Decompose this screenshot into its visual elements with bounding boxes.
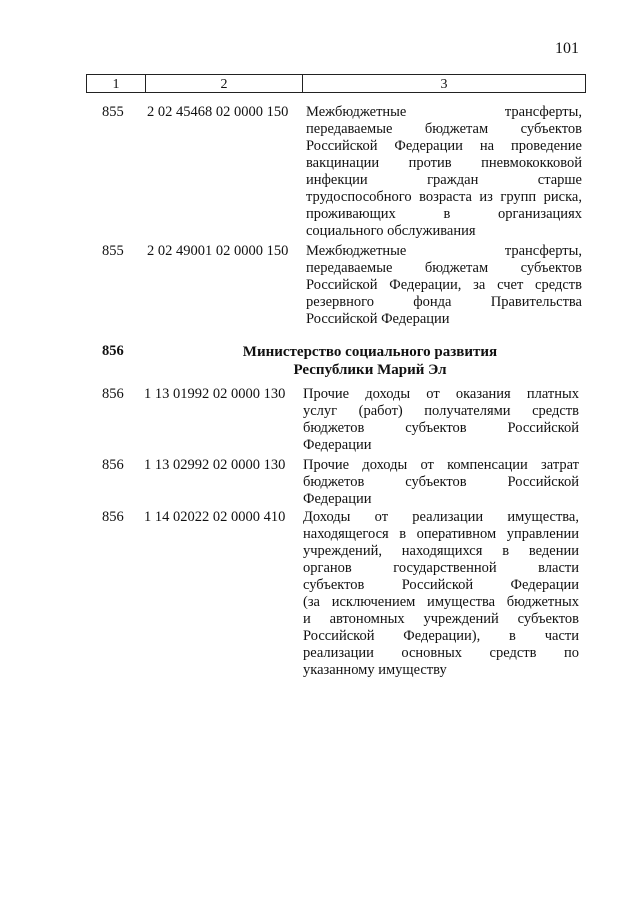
revenue-name-line: бюджетов субъектов Российской <box>303 474 579 490</box>
revenue-name-line: передаваемые бюджетам субъектов <box>306 121 582 137</box>
column-header-1: 1 <box>87 75 146 92</box>
revenue-name-line: указанному имуществу <box>303 662 447 678</box>
admin-code: 855 <box>102 243 124 259</box>
revenue-name-line: услуг (работ) получателями средств <box>303 403 579 419</box>
revenue-name-line: Прочие доходы от компенсации затрат <box>303 457 579 473</box>
section-title-line: Министерство социального развития <box>242 344 498 360</box>
revenue-name-line: Российской Федерации, за счет средств <box>306 277 582 293</box>
admin-code: 856 <box>102 509 124 525</box>
page-number: 101 <box>555 40 579 57</box>
revenue-name-line: вакцинации против пневмококковой <box>306 155 582 171</box>
revenue-name <box>303 457 579 508</box>
revenue-name-line: учреждений, находящихся в ведении <box>303 543 579 559</box>
column-header-2: 2 <box>146 75 303 92</box>
section-title <box>200 343 540 379</box>
revenue-name-line: (за исключением имущества бюджетных <box>303 594 579 610</box>
revenue-code: 1 14 02022 02 0000 410 <box>144 509 286 525</box>
revenue-name-line: бюджетов субъектов Российской <box>303 420 579 436</box>
section-title-line: Республики Марий Эл <box>293 362 447 378</box>
revenue-name-line: Межбюджетные трансферты, <box>306 104 582 120</box>
revenue-name-line: Прочие доходы от оказания платных <box>303 386 579 402</box>
revenue-code: 2 02 45468 02 0000 150 <box>147 104 289 120</box>
revenue-name-line: проживающих в организациях <box>306 206 582 222</box>
revenue-name-line: реализации основных средств по <box>303 645 579 661</box>
revenue-name-line: трудоспособного возраста из групп риска, <box>306 189 582 205</box>
revenue-code: 2 02 49001 02 0000 150 <box>147 243 289 259</box>
revenue-name-line: субъектов Российской Федерации <box>303 577 579 593</box>
revenue-name-line: Доходы от реализации имущества, <box>303 509 579 525</box>
revenue-name <box>303 386 579 454</box>
revenue-name <box>306 243 582 328</box>
revenue-name-line: находящегося в оперативном управлении <box>303 526 579 542</box>
column-header-3: 3 <box>440 77 448 92</box>
revenue-name-line: передаваемые бюджетам субъектов <box>306 260 582 276</box>
admin-code: 856 <box>102 386 124 402</box>
table-header-row <box>86 74 586 93</box>
revenue-code: 1 13 02992 02 0000 130 <box>144 457 286 473</box>
revenue-name <box>303 509 579 679</box>
revenue-name-line: Российской Федерации), в части <box>303 628 579 644</box>
section-admin-code: 856 <box>102 343 124 359</box>
revenue-code: 1 13 01992 02 0000 130 <box>144 386 286 402</box>
revenue-name-line: социального обслуживания <box>306 223 476 239</box>
admin-code: 856 <box>102 457 124 473</box>
revenue-name-line: инфекции граждан старше <box>306 172 582 188</box>
admin-code: 855 <box>102 104 124 120</box>
revenue-name-line: Межбюджетные трансферты, <box>306 243 582 259</box>
revenue-name-line: Федерации <box>303 491 372 507</box>
revenue-name-line: и автономных учреждений субъектов <box>303 611 579 627</box>
revenue-name-line: Российской Федерации на проведение <box>306 138 582 154</box>
revenue-name-line: органов государственной власти <box>303 560 579 576</box>
revenue-name-line: Российской Федерации <box>306 311 450 327</box>
revenue-name-line: резервного фонда Правительства <box>306 294 582 310</box>
revenue-name <box>306 104 582 240</box>
revenue-name-line: Федерации <box>303 437 372 453</box>
